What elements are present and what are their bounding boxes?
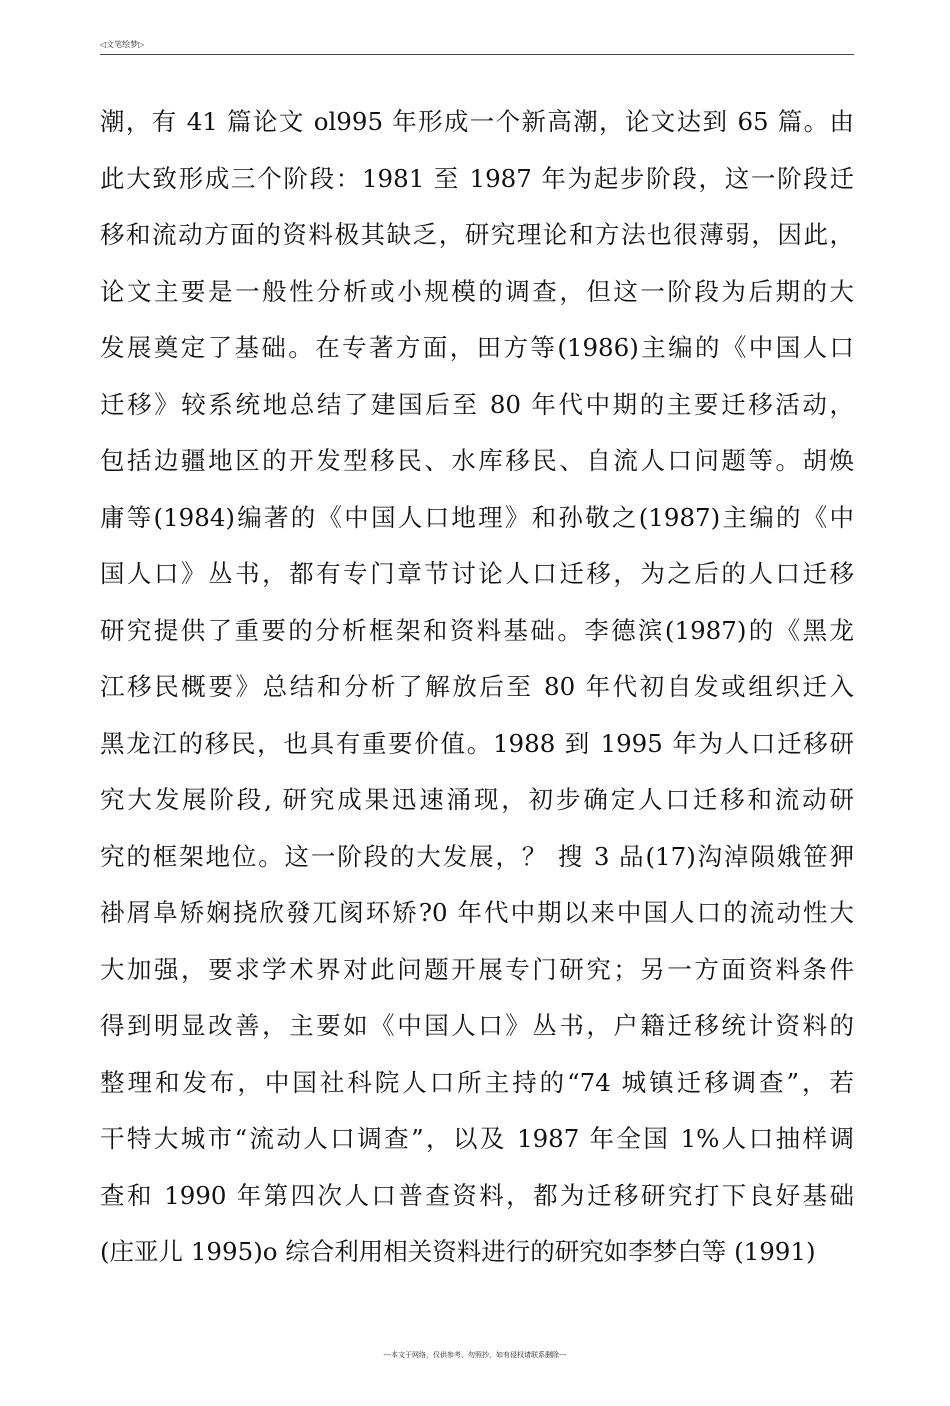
header-text: ◁文笔绘梦▷: [100, 40, 145, 49]
text-line: 得到明显改善，主要如《中国人口》丛书，户籍迁移统计资料的: [100, 1011, 854, 1040]
text-line: 江移民概要》总结和分析了解放后至 80 年代初自发或组织迁入: [100, 672, 854, 701]
text-line: 迁移》较系统地总结了建国后至 80 年代中期的主要迁移活动，: [100, 389, 854, 419]
text-line: 研究提供了重要的分析框架和资料基础。李德滨(1987)的《黑龙: [100, 615, 854, 645]
text-line: 移和流动方面的资料极其缺乏，研究理论和方法也很薄弱，因此，: [100, 220, 854, 249]
text-line: 潮，有 41 篇论文 ol995 年形成一个新高潮，论文达到 65 篇。由: [100, 107, 854, 136]
text-line: 褂屑阜矫娴挠欣發兀阂环矫?0 年代中期以来中国人口的流动性大: [100, 898, 854, 927]
text-line: 究的框架地位。这一阶段的大发展，？ 搜 3 品(17)沟淖陨娥笹狎: [100, 841, 854, 871]
text-line: 论文主要是一般性分析或小规模的调查，但这一阶段为后期的大: [100, 276, 854, 306]
text-line: 庸等(1984)编著的《中国人口地理》和孙敬之(1987)主编的《中: [100, 502, 854, 532]
text-line: 干特大城市“流动人口调查”，以及 1987 年全国 1%人口抽样调: [100, 1124, 854, 1153]
text-line: 国人口》丛书，都有专门章节讨论人口迁移，为之后的人口迁移: [100, 559, 854, 588]
text-line: 大加强，要求学术界对此问题开展专门研究；另一方面资料条件: [100, 954, 854, 984]
text-line: (庄亚儿 1995)o 综合利用相关资料进行的研究如李梦白等 (1991): [100, 1237, 816, 1266]
text-line: 究大发展阶段, 研究成果迅速涌现，初步确定人口迁移和流动研: [100, 785, 854, 814]
text-line: 查和 1990 年第四次人口普查资料，都为迁移研究打下良好基础: [100, 1180, 854, 1210]
page-footer: ---本文于网络，仅供参考，勿照抄，如有侵权请联系删除---: [383, 1351, 567, 1359]
text-line: 发展奠定了基础。在专著方面，田方等(1986)主编的《中国人口: [100, 333, 854, 362]
page-header: [100, 38, 854, 55]
text-line: 包括边疆地区的开发型移民、水库移民、自流人口问题等。胡焕: [100, 446, 854, 475]
text-line: 黑龙江的移民，也具有重要价值。1988 到 1995 年为人口迁移研: [100, 728, 854, 758]
text-line: 整理和发布，中国社科院人口所主持的“74 城镇迁移调查”，若: [100, 1067, 854, 1097]
text-line: 此大致形成三个阶段：1981 至 1987 年为起步阶段，这一阶段迁: [100, 163, 854, 193]
body-text: [100, 94, 854, 1281]
